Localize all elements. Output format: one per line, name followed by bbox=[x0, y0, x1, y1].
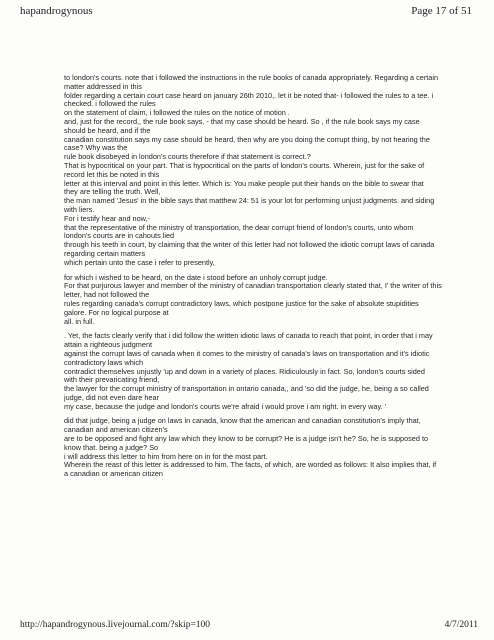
text-line: and, just for the record,, the rule book says, - that my case should be heard. So , if the rule book says my case bbox=[64, 117, 420, 126]
text-line: are to be opposed and fight any law which they know to be corrupt? He is a judge isn't he? So, he is supposed to bbox=[64, 435, 429, 444]
text-line: for which i wished to be heard, on the date i stood before an unholy corrupt judge. bbox=[64, 273, 328, 282]
text-line: that the representative of the ministry of transportation, the dear corrupt friend of london's courts, unto whom bbox=[64, 223, 414, 232]
text-line: with liers. bbox=[64, 205, 95, 214]
text-line: through his teeth in court, by claiming that the writer of this letter had not followed the idiotic corrupt laws of canada bbox=[64, 241, 435, 250]
paragraph bbox=[64, 332, 474, 411]
text-line: the lawyer for the corrupt ministry of transportation in ontario canada,, and 'so did the judge, he, being a so called bbox=[64, 385, 429, 394]
text-line: rules regarding canada's corrupt contradictory laws, which postpone justice for the sake of absolute stupidities bbox=[64, 299, 419, 308]
footer-date: 4/7/2011 bbox=[444, 620, 478, 630]
text-line: letter, had not followed the bbox=[64, 291, 150, 300]
letter-body bbox=[64, 74, 474, 479]
text-line: folder regarding a certain court case heard on january 26th 2010,. let it be noted that- i followed the rules to a tee. i bbox=[64, 91, 434, 100]
text-line: . Yet, the facts clearly verify that i did follow the written idiotic laws of canada to reach that point, in order that i may bbox=[64, 332, 433, 341]
text-line: checked. i followed the rules bbox=[64, 100, 156, 109]
text-line: a canadian or american citizen bbox=[64, 470, 163, 479]
text-line: For i testify hear and now,- bbox=[64, 214, 150, 223]
text-line: my case, because the judge and london's courts we're afraid i would prove i am right. in every way. ' bbox=[64, 402, 387, 411]
text-line: attain a righteous judgment bbox=[64, 341, 153, 350]
text-line: contradictory laws which bbox=[64, 358, 144, 367]
text-line: rule book disobeyed in london's courts therefore if that statement is correct.? bbox=[64, 153, 311, 162]
text-line: matter addressed in this bbox=[64, 82, 142, 91]
text-line: judge, did not even dare hear bbox=[64, 393, 159, 402]
paragraph bbox=[64, 74, 474, 268]
text-line: contradict themselves unjustly 'up and down in a variety of places. Ridiculously in fact. So, london's courts sided bbox=[64, 367, 425, 376]
text-line: on the statement of claim, i followed the rules on the notice of motion . bbox=[64, 109, 290, 118]
text-line: galore. For no logical purpose at bbox=[64, 308, 169, 317]
text-line: canadian and american citizen's bbox=[64, 426, 168, 435]
text-line: canadian constitution says my case should be heard, then why are you doing the corrupt thing, by not hearing the bbox=[64, 135, 430, 144]
text-line: all. in full. bbox=[64, 317, 95, 326]
site-name: hapandrogynous bbox=[20, 5, 93, 17]
text-line: did that judge, being a judge on laws in canada, know that the american and canadian constitution's imply that, bbox=[64, 417, 421, 426]
text-line: case? Why was the bbox=[64, 144, 128, 153]
page-number: Page 17 of 51 bbox=[411, 5, 472, 17]
text-line: which pertain unto the case i refer to presently, bbox=[64, 258, 215, 267]
text-line: For that purjurous lawyer and member of the ministry of canadian transportation clearly stated that, I' the writer of this bbox=[64, 282, 442, 291]
footer-url: http://hapandrogynous.livejournal.com/?skip=100 bbox=[20, 620, 211, 630]
text-line: to london's courts. note that i followed the instructions in the rule books of canada appropriately. Regarding a certain bbox=[64, 74, 439, 82]
text-line: the man named 'Jesus' in the bible says that matthew 24: 51 is your lot for performing unjust judgments. and siding bbox=[64, 197, 435, 206]
text-line: with their prevaricating friend, bbox=[64, 376, 160, 385]
text-line: against the corrupt laws of canada when it comes to the ministry of canada's laws on transportation and it's idiotic bbox=[64, 349, 430, 358]
text-line: should be heard, and if the bbox=[64, 126, 151, 135]
text-line: know that. being a judge? So bbox=[64, 443, 159, 452]
text-line: london's courts are in cahouts lied bbox=[64, 232, 175, 241]
text-line: Wherein the reast of this letter is addressed to him. The facts, of which, are worded as follows: It also implies that, if bbox=[64, 461, 437, 470]
text-line: letter at this interval and point in this letter. Which is: You make people put their hands on the bible to swear that bbox=[64, 179, 424, 188]
text-line: regarding certain matters bbox=[64, 249, 146, 258]
text-line: they are telling the truth. Well, bbox=[64, 188, 161, 197]
text-line: That is hypocritical on your part. That is hypocritical on the parts of london's courts. Wherein, just for the sake of bbox=[64, 161, 425, 170]
paragraph bbox=[64, 274, 474, 327]
text-line: i will address this letter to him from here on in for the most part. bbox=[64, 452, 268, 461]
text-line: record let this be noted in this bbox=[64, 170, 160, 179]
paragraph bbox=[64, 417, 474, 479]
